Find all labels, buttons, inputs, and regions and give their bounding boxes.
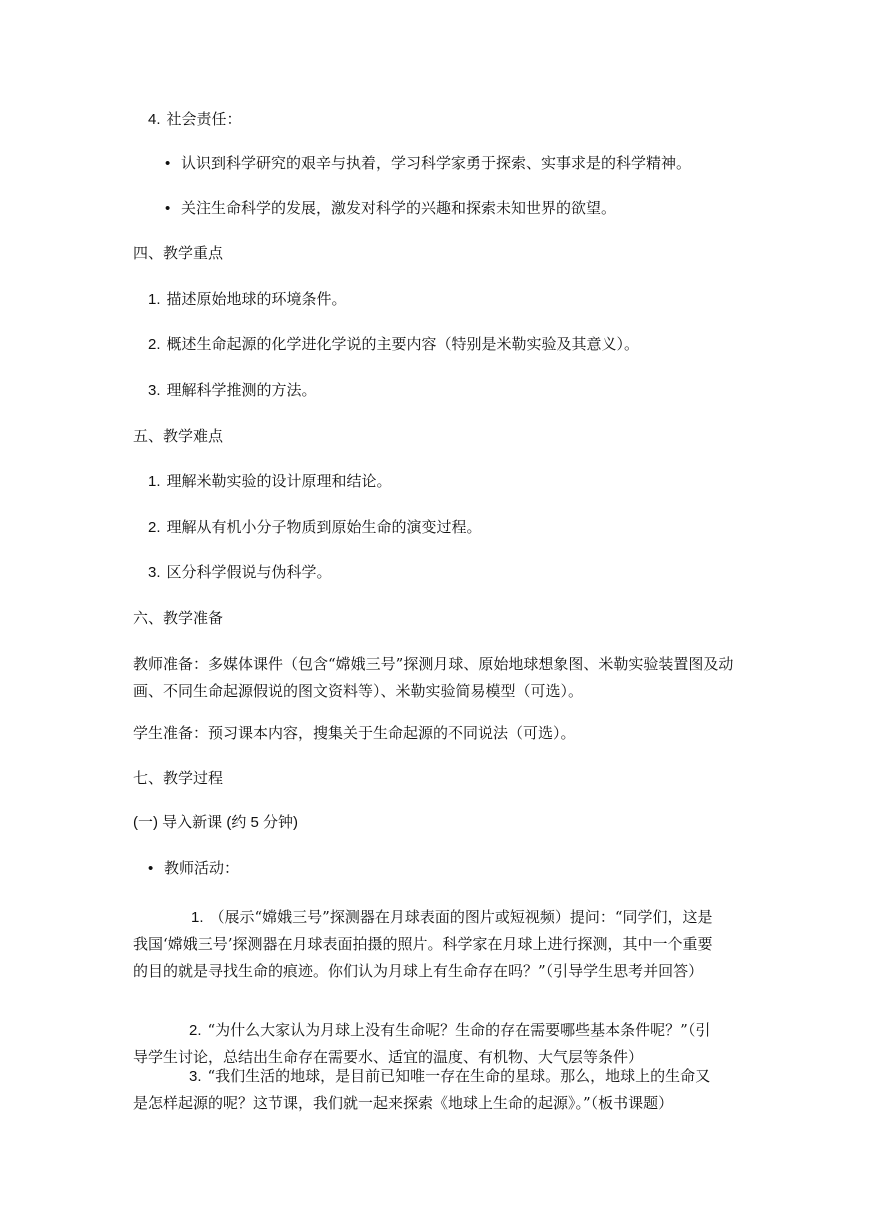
item-text: 理解科学推测的方法。 — [166, 381, 317, 399]
process-step-1 — [133, 904, 721, 985]
teacher-preparation-paragraph: 教师准备：多媒体课件（包含“嫦娥三号”探测月球、原始地球想象图、米勒实验装置图及动画、不同生命起源假说的图文资料等）、米勒实验简易模型（可选）。 — [133, 655, 734, 700]
bullet-item — [0, 196, 870, 221]
item-number: 3. — [148, 564, 161, 581]
list-item — [0, 332, 870, 357]
item-number: 2. — [148, 336, 161, 353]
section-heading-difficulties: 五、教学难点 — [133, 427, 224, 445]
step-text: “为什么大家认为月球上没有生命呢？生命的存在需要哪些基本条件呢？”（引导学生讨论，总结出生命存在需要水、适宜的温度、有机物、大气层等条件） — [133, 1021, 711, 1066]
bullet-icon: • — [148, 860, 154, 877]
bullet-item — [0, 856, 870, 881]
list-item — [0, 560, 870, 585]
step-number: 2. — [189, 1022, 202, 1039]
student-preparation-paragraph: 学生准备：预习课本内容，搜集关于生命起源的不同说法（可选）。 — [133, 724, 576, 742]
step-text: “我们生活的地球，是目前已知唯一存在生命的星球。那么，地球上的生命又是怎样起源的呢？这节课，我们就一起来探索《地球上生命的起源》。”（板书课题） — [133, 1067, 711, 1112]
item-text: 区分科学假说与伪科学。 — [166, 563, 332, 581]
item-number: 2. — [148, 519, 161, 536]
section-heading-focus: 四、教学重点 — [133, 244, 224, 262]
list-item — [0, 287, 870, 312]
bullet-icon: • — [165, 200, 171, 217]
process-step-3 — [133, 1063, 721, 1117]
bullet-text: 关注生命科学的发展，激发对科学的兴趣和探索未知世界的欲望。 — [181, 199, 617, 217]
section-heading-preparation: 六、教学准备 — [133, 609, 224, 627]
item-text: 理解从有机小分子物质到原始生命的演变过程。 — [166, 518, 482, 536]
step-number: 1. — [191, 909, 204, 926]
item-text: 概述生命起源的化学进化学说的主要内容（特别是米勒实验及其意义）。 — [166, 335, 640, 353]
item-number: 4. — [148, 111, 161, 128]
list-item — [0, 378, 870, 403]
item-text: 描述原始地球的环境条件。 — [166, 290, 347, 308]
subsection-heading-intro: (一) 导入新课 (约 5 分钟) — [133, 814, 298, 831]
item-number: 3. — [148, 382, 161, 399]
step-text: （展示“嫦娥三号”探测器在月球表面的图片或短视频）提问：“同学们，这是我国‘嫦娥三号’探测器在月球表面拍摄的照片。科学家在月球上进行探测，其中一个重要的目的就是寻找生命的痕迹。你们认为月球上有生命存在吗？”（引导学生思考并回答） — [133, 908, 713, 980]
item-number: 1. — [148, 291, 161, 308]
item-text: 理解米勒实验的设计原理和结论。 — [166, 472, 392, 490]
step-number: 3. — [189, 1068, 202, 1085]
social-responsibility-heading — [0, 107, 870, 132]
section-heading-process: 七、教学过程 — [133, 769, 224, 787]
bullet-text: 教师活动： — [164, 859, 240, 877]
bullet-text: 认识到科学研究的艰辛与执着，学习科学家勇于探索、实事求是的科学精神。 — [181, 154, 692, 172]
bullet-item — [0, 151, 870, 176]
item-title: 社会责任： — [166, 110, 242, 128]
list-item — [0, 469, 870, 494]
bullet-icon: • — [165, 155, 171, 172]
list-item — [0, 515, 870, 540]
item-number: 1. — [148, 473, 161, 490]
